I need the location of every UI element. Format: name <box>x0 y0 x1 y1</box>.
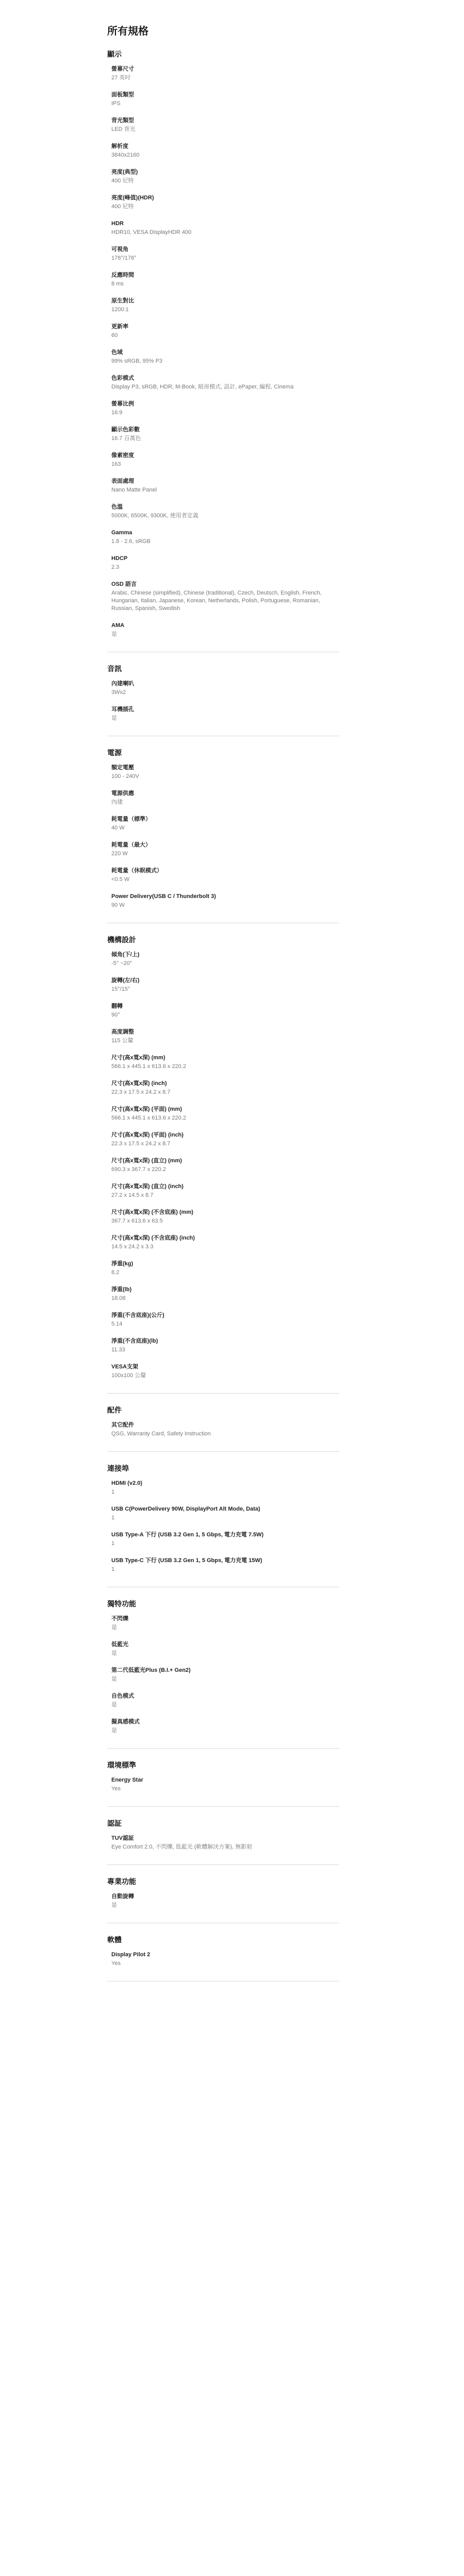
section-title: 顯示 <box>107 50 122 58</box>
spec-label: 色溫 <box>111 504 123 510</box>
section-title: 環境標準 <box>107 1748 339 1776</box>
spec-item <box>111 1363 339 1380</box>
spec-label: VESA支架 <box>111 1364 138 1370</box>
section-title: 連接埠 <box>107 1451 339 1480</box>
spec-section <box>107 1451 339 1573</box>
spec-label: 尺寸(高x寬x深) (直立) (inch) <box>111 1183 184 1190</box>
spec-label: 自動旋轉 <box>111 1893 134 1900</box>
spec-label: 可視角 <box>111 246 128 252</box>
spec-sections <box>107 45 339 1981</box>
spec-label: Energy Star <box>111 1777 143 1783</box>
section-title: 電源 <box>107 736 339 764</box>
spec-value: 3840x2160 <box>111 152 140 158</box>
spec-item <box>111 117 339 133</box>
spec-item <box>111 706 339 722</box>
spec-value: 115 公釐 <box>111 1038 134 1044</box>
spec-label: 解析度 <box>111 143 128 149</box>
spec-value: 是 <box>111 715 117 721</box>
spec-item <box>111 1286 339 1302</box>
spec-item <box>111 1641 339 1657</box>
spec-label: 尺寸(高x寬x深) (inch) <box>111 1080 167 1087</box>
spec-value: 14.5 x 24.2 x 3.3 <box>111 1244 154 1250</box>
spec-label: 淨重(kg) <box>111 1261 134 1267</box>
spec-item <box>111 194 339 211</box>
spec-item <box>111 297 339 314</box>
spec-value: 27.2 x 14.5 x 8.7 <box>111 1192 154 1198</box>
section-title: 軟體 <box>107 1923 339 1951</box>
section-items <box>107 951 339 1380</box>
spec-value: 5000K, 6500K, 9300K, 使用者定義 <box>111 513 198 519</box>
spec-item <box>111 168 339 185</box>
spec-value: 2.3 <box>111 564 120 570</box>
spec-label: 內建喇叭 <box>111 681 134 687</box>
spec-label: 電源供應 <box>111 790 134 796</box>
spec-label: 自色模式 <box>111 1693 134 1699</box>
spec-label: 像素密度 <box>111 452 134 459</box>
spec-item <box>111 1531 339 1548</box>
spec-section <box>107 1865 339 1909</box>
spec-value: 90 W <box>111 902 125 908</box>
spec-value: 內建 <box>111 799 123 805</box>
spec-value: 566.1 x 445.1 x 613.6 x 220.2 <box>111 1063 186 1070</box>
spec-label: 色彩模式 <box>111 375 134 381</box>
spec-item <box>111 1054 339 1071</box>
spec-item <box>111 867 339 884</box>
spec-item <box>111 349 339 365</box>
spec-item <box>111 1312 339 1328</box>
spec-item <box>111 555 339 571</box>
spec-label: 螢幕比例 <box>111 401 134 407</box>
spec-item <box>111 1692 339 1709</box>
spec-value: 100 - 240V <box>111 773 139 779</box>
spec-value: 是 <box>111 1902 117 1908</box>
section-items <box>107 1615 339 1735</box>
spec-label: 顯示色彩數 <box>111 427 140 433</box>
spec-value: 90° <box>111 1012 120 1018</box>
spec-section <box>107 1923 339 1968</box>
spec-value: 100x100 公釐 <box>111 1372 146 1379</box>
spec-section <box>107 1393 339 1438</box>
spec-label: USB Type-A 下行 (USB 3.2 Gen 1, 5 Gbps, 電力充電 7.5W) <box>111 1532 264 1538</box>
spec-value: Arabic, Chinese (simplified), Chinese (traditional), Czech, Deutsch, English, French, Hungarian, Italian, Japanese, Korean, Netherlands, Polish, Portuguese, Romanian, Russian, Spanish, Swedish <box>111 590 322 612</box>
spec-item <box>111 764 339 781</box>
spec-section <box>107 1748 339 1793</box>
spec-item <box>111 790 339 806</box>
spec-item <box>111 680 339 697</box>
spec-label: 背光類型 <box>111 117 134 124</box>
spec-item <box>111 893 339 909</box>
spec-label: 額定電壓 <box>111 765 134 771</box>
spec-item <box>111 1080 339 1096</box>
spec-item <box>111 220 339 236</box>
section-items <box>107 65 339 638</box>
spec-label: 原生對比 <box>111 298 134 304</box>
spec-label: 淨重(不含底座)(lb) <box>111 1338 158 1344</box>
spec-label: 耳機插孔 <box>111 706 134 713</box>
spec-label: 傾角(下/上) <box>111 952 140 958</box>
spec-item <box>111 65 339 82</box>
spec-label: 擬真感模式 <box>111 1719 140 1725</box>
spec-label: 其它配件 <box>111 1422 134 1428</box>
spec-value: 1200:1 <box>111 307 129 313</box>
spec-value: 11.33 <box>111 1347 125 1353</box>
spec-label: 更新率 <box>111 324 128 330</box>
spec-value: 15°/15° <box>111 986 130 992</box>
spec-item <box>111 529 339 546</box>
section-title: 音訊 <box>107 652 339 680</box>
section-title: 配件 <box>107 1393 339 1421</box>
spec-label: OSD 語言 <box>111 581 137 587</box>
spec-item <box>111 1835 339 1851</box>
spec-label: HDR <box>111 221 124 227</box>
spec-item <box>111 622 339 638</box>
spec-value: QSG, Warranty Card, Safety Instruction <box>111 1431 211 1437</box>
spec-item <box>111 1028 339 1045</box>
spec-item <box>111 581 339 613</box>
spec-value: 22.3 x 17.5 x 24.2 x 8.7 <box>111 1089 171 1095</box>
spec-item <box>111 1480 339 1496</box>
spec-label: 螢幕尺寸 <box>111 66 134 72</box>
spec-item <box>111 452 339 468</box>
spec-label: 不閃爍 <box>111 1616 128 1622</box>
spec-item <box>111 1893 339 1909</box>
spec-item <box>111 143 339 159</box>
spec-item <box>111 1667 339 1683</box>
spec-label: 尺寸(高x寬x深) (不含底座) (mm) <box>111 1209 193 1215</box>
spec-item <box>111 1209 339 1225</box>
spec-label: 翻轉 <box>111 1003 123 1009</box>
spec-item <box>111 1505 339 1522</box>
spec-section <box>107 1587 339 1735</box>
spec-item <box>111 1131 339 1148</box>
spec-item <box>111 503 339 520</box>
spec-value: 8.2 <box>111 1269 120 1276</box>
spec-label: 色域 <box>111 349 123 355</box>
spec-label: Power Delivery(USB C / Thunderbolt 3) <box>111 893 216 900</box>
spec-label: 高度調整 <box>111 1029 134 1035</box>
spec-value: 60 <box>111 332 118 338</box>
section-items <box>107 1893 339 1909</box>
spec-label: HDCP <box>111 555 128 562</box>
spec-section <box>107 923 339 1380</box>
spec-item <box>111 816 339 832</box>
spec-value: 178°/178° <box>111 255 137 261</box>
spec-item <box>111 1003 339 1019</box>
section-title: 獨特功能 <box>107 1587 339 1615</box>
spec-item <box>111 1260 339 1277</box>
spec-item <box>111 1106 339 1122</box>
spec-value: <0.5 W <box>111 876 130 883</box>
spec-value: 18.08 <box>111 1295 126 1301</box>
spec-label: USB C(PowerDelivery 90W, DisplayPort Alt Mode, Data) <box>111 1506 260 1512</box>
page-title: 所有規格 <box>107 26 148 37</box>
spec-label: TUV認証 <box>111 1835 134 1841</box>
spec-label: 耗電量（最大） <box>111 842 151 848</box>
spec-value: 1.8 - 2.6, sRGB <box>111 538 151 545</box>
spec-item <box>111 1234 339 1251</box>
spec-value: 是 <box>111 631 117 637</box>
spec-value: 16:9 <box>111 410 123 416</box>
section-items <box>107 1835 339 1851</box>
spec-value: 1 <box>111 1489 115 1495</box>
spec-value: 1 <box>111 1515 115 1521</box>
spec-section <box>107 736 339 909</box>
spec-value: IPS <box>111 100 121 107</box>
section-items <box>107 1951 339 1968</box>
spec-label: 尺寸(高x寬x深) (平面) (mm) <box>111 1106 182 1112</box>
spec-label: 尺寸(高x寬x深) (不含底座) (inch) <box>111 1235 195 1241</box>
spec-label: 第二代低藍光Plus (B.I.+ Gen2) <box>111 1667 191 1673</box>
spec-item <box>111 1951 339 1968</box>
spec-label: Display Pilot 2 <box>111 1952 151 1958</box>
spec-value: Yes <box>111 1786 121 1792</box>
spec-value: 1 <box>111 1540 115 1547</box>
spec-item <box>111 478 339 494</box>
spec-item <box>111 272 339 288</box>
spec-label: Gamma <box>111 530 132 536</box>
spec-item <box>111 841 339 858</box>
spec-value: 27 英吋 <box>111 75 131 81</box>
spec-value: Display P3, sRGB, HDR, M-Book, 暗房模式, 設計, ePaper, 編程, Cinema <box>111 384 294 390</box>
spec-section <box>107 1806 339 1851</box>
spec-item <box>111 977 339 993</box>
spec-label: 低藍光 <box>111 1641 128 1648</box>
spec-value: 1 <box>111 1566 115 1572</box>
spec-item <box>111 400 339 417</box>
spec-label: USB Type-C 下行 (USB 3.2 Gen 1, 5 Gbps, 電力充電 15W) <box>111 1557 262 1564</box>
spec-value: 40 W <box>111 825 125 831</box>
spec-value: Nano Matte Panel <box>111 487 157 493</box>
section-title: 專業功能 <box>107 1865 339 1893</box>
spec-value: 99% sRGB, 95% P3 <box>111 358 163 364</box>
spec-label: 淨重(不含底座)(公斤) <box>111 1312 164 1318</box>
spec-value: 3Wx2 <box>111 689 126 696</box>
spec-item <box>111 1337 339 1354</box>
spec-value: 是 <box>111 1727 117 1734</box>
spec-value: 566.1 x 445.1 x 613.6 x 220.2 <box>111 1115 186 1121</box>
spec-item <box>111 1615 339 1632</box>
spec-item <box>111 1421 339 1438</box>
spec-value: 690.3 x 367.7 x 220.2 <box>111 1166 166 1173</box>
spec-label: 旋轉(左/右) <box>111 977 140 984</box>
spec-label: 表面處理 <box>111 478 134 484</box>
section-items <box>107 1776 339 1793</box>
spec-label: 耗電量（標準） <box>111 816 151 822</box>
spec-label: 亮度(典型) <box>111 169 138 175</box>
spec-value: 220 W <box>111 851 128 857</box>
spec-value: Yes <box>111 1960 121 1967</box>
spec-label: HDMI (v2.0) <box>111 1480 142 1486</box>
spec-value: Eye Comfort 2.0, 不閃爍, 低藍光 (軟體解決方案), 無影射 <box>111 1844 253 1850</box>
spec-item <box>111 375 339 391</box>
spec-label: 尺寸(高x寬x深) (mm) <box>111 1055 165 1061</box>
spec-item <box>111 323 339 340</box>
section-items <box>107 1421 339 1438</box>
spec-value: -5° ~20° <box>111 960 132 967</box>
spec-value: 367.7 x 613.6 x 63.5 <box>111 1218 163 1224</box>
spec-item <box>111 1183 339 1199</box>
spec-item <box>111 1557 339 1573</box>
spec-list <box>107 23 339 1981</box>
spec-section <box>107 652 339 722</box>
spec-label: 尺寸(高x寬x深) (平面) (inch) <box>111 1132 184 1138</box>
spec-item <box>111 1776 339 1793</box>
spec-item <box>111 1157 339 1174</box>
spec-label: AMA <box>111 622 125 629</box>
spec-label: 面板類型 <box>111 92 134 98</box>
section-items <box>107 764 339 909</box>
spec-value: 5.14 <box>111 1321 123 1327</box>
spec-label: 亮度(峰值)(HDR) <box>111 195 154 201</box>
spec-item <box>111 246 339 262</box>
spec-value: LED 背光 <box>111 126 136 132</box>
section-title: 機構設計 <box>107 923 339 951</box>
spec-value: 400 尼特 <box>111 204 134 210</box>
spec-value: 是 <box>111 1624 117 1631</box>
spec-label: 反應時間 <box>111 272 134 278</box>
spec-value: 是 <box>111 1650 117 1656</box>
spec-value: 是 <box>111 1702 117 1708</box>
spec-item <box>111 1718 339 1735</box>
spec-value: 22.3 x 17.5 x 24.2 x 8.7 <box>111 1141 171 1147</box>
spec-label: 淨重(lb) <box>111 1286 132 1293</box>
section-title: 認証 <box>107 1806 339 1835</box>
section-items <box>107 680 339 722</box>
spec-value: HDR10, VESA DisplayHDR 400 <box>111 229 192 235</box>
spec-value: 400 尼特 <box>111 178 134 184</box>
spec-value: 163 <box>111 461 121 467</box>
spec-section <box>107 45 339 638</box>
spec-label: 尺寸(高x寬x深) (直立) (mm) <box>111 1158 182 1164</box>
spec-label: 耗電量（休眠模式） <box>111 868 162 874</box>
section-items <box>107 1480 339 1573</box>
spec-item <box>111 951 339 968</box>
spec-value: 16.7 百萬色 <box>111 435 141 442</box>
spec-item <box>111 426 339 443</box>
spec-value: 是 <box>111 1676 117 1682</box>
spec-item <box>111 91 339 108</box>
spec-value: 8 ms <box>111 281 124 287</box>
